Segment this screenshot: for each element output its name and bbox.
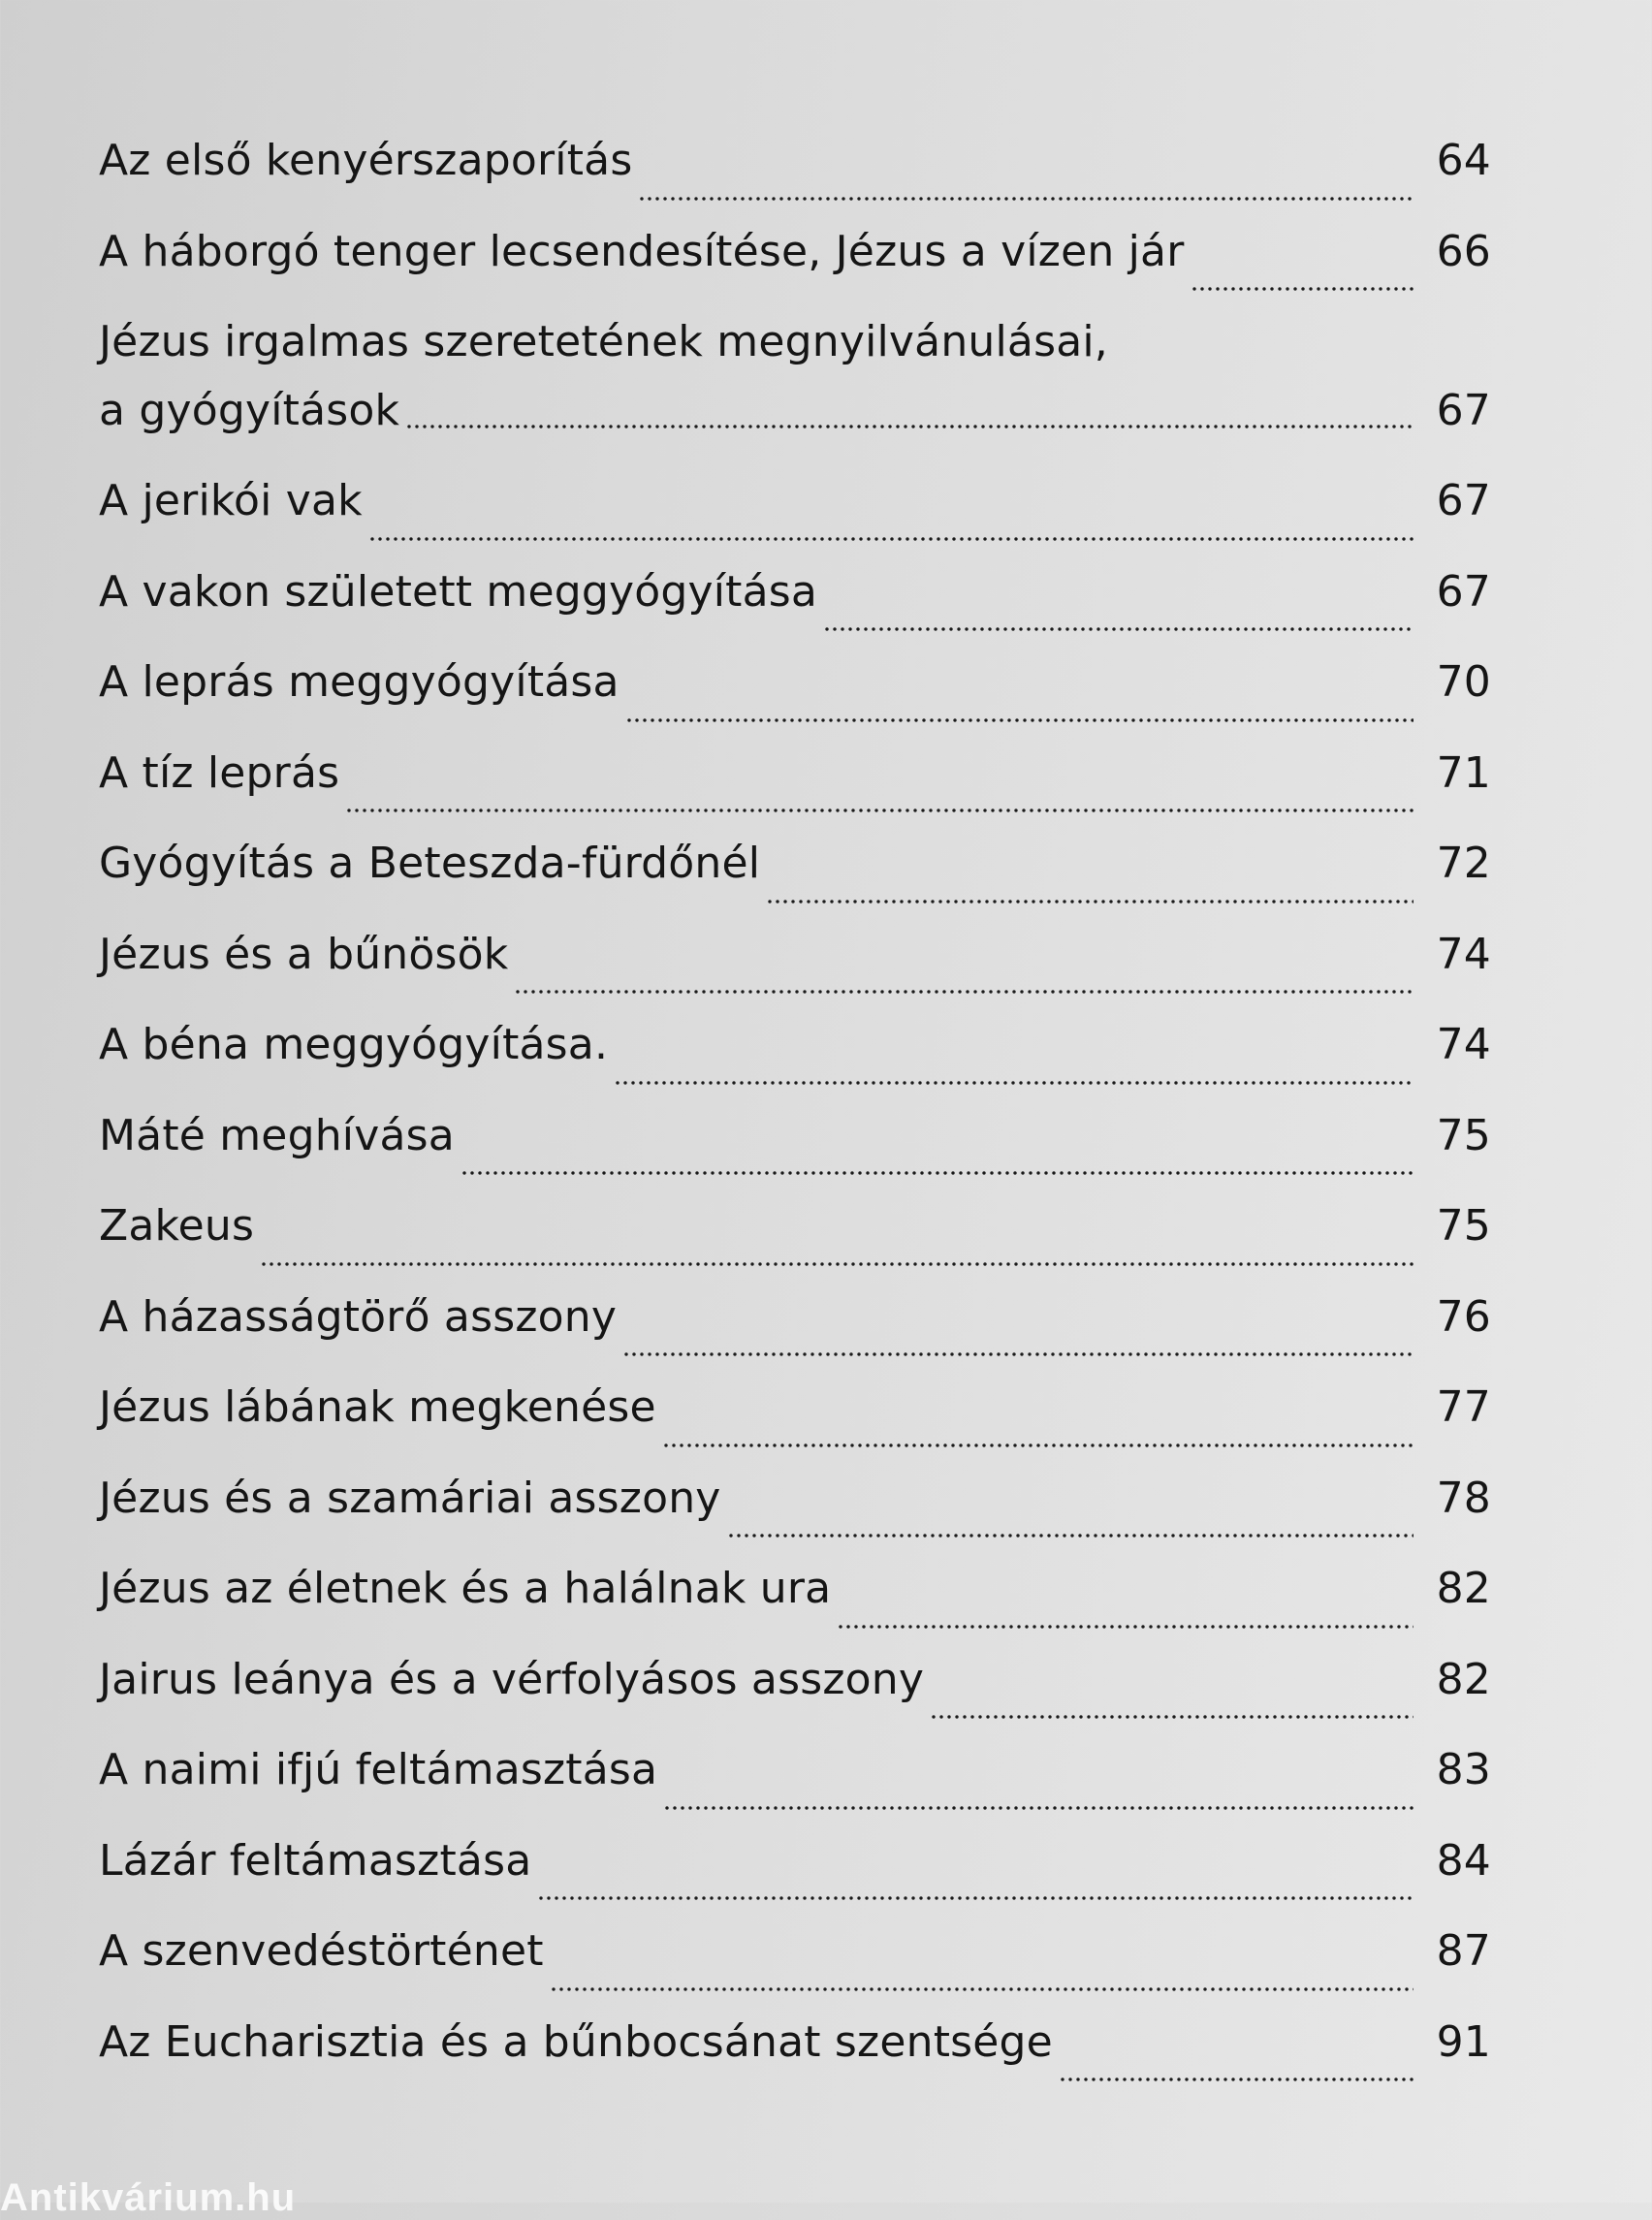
dot-leader	[614, 1080, 1414, 1086]
toc-entry-title: Lázár feltámasztása	[99, 1835, 532, 1886]
toc-entry-title: a gyógyítások	[99, 386, 400, 435]
toc-entry-title: Az első kenyérszaporítás	[99, 136, 633, 185]
toc-entry-title: A szenvedéstörténet	[99, 1926, 544, 1976]
toc-entry-title: Máté meghívása	[99, 1110, 455, 1160]
toc-entry-page: 66	[1436, 226, 1491, 276]
toc-entry	[99, 217, 1495, 308]
dot-leader	[537, 1895, 1414, 1901]
toc-entry-page: 77	[1436, 1382, 1491, 1432]
toc-entry	[99, 1554, 1495, 1645]
toc-entry-title: A jerikói vak	[99, 476, 363, 525]
toc-entry-page: 78	[1436, 1473, 1491, 1523]
dot-leader	[368, 536, 1414, 542]
toc-entry-page: 64	[1436, 136, 1491, 185]
dot-leader	[662, 1443, 1414, 1448]
toc-entry-page: 70	[1436, 657, 1491, 707]
toc-entry	[99, 648, 1495, 739]
toc-entry-title: Gyógyítás a Beteszda-fürdőnél	[99, 839, 761, 888]
toc-entry	[99, 739, 1495, 830]
toc-entry	[99, 466, 1495, 557]
dot-leader	[260, 1261, 1414, 1267]
toc-entry-page: 67	[1436, 386, 1491, 435]
dot-leader	[727, 1533, 1414, 1538]
watermark: Antikvárium.hu	[0, 2176, 297, 2219]
dot-leader	[930, 1714, 1414, 1720]
toc-entry-page: 83	[1436, 1745, 1491, 1794]
dot-leader	[625, 717, 1414, 723]
toc-entry	[99, 1191, 1495, 1283]
table-of-contents	[99, 126, 1495, 2098]
toc-entry	[99, 557, 1495, 649]
toc-entry-title: Zakeus	[99, 1201, 255, 1251]
dot-leader	[405, 424, 1414, 429]
toc-entry	[99, 829, 1495, 920]
toc-entry-page: 75	[1436, 1110, 1491, 1160]
toc-entry-title: Jézus az életnek és a halálnak ura	[99, 1564, 832, 1613]
toc-entry-title: A háborgó tenger lecsendesítése, Jézus a vízen jár	[99, 226, 1185, 276]
toc-entry-page: 74	[1436, 929, 1491, 979]
dot-leader	[823, 626, 1414, 632]
toc-entry	[99, 1283, 1495, 1374]
toc-entry-title: A leprás meggyógyítása	[99, 657, 620, 707]
toc-entry	[99, 920, 1495, 1011]
toc-entry	[99, 1010, 1495, 1101]
toc-entry	[99, 1645, 1495, 1736]
dot-leader	[345, 808, 1414, 813]
dot-leader	[1191, 286, 1414, 292]
toc-entry-title: Jézus lábának megkenése	[99, 1382, 656, 1432]
toc-entry-page: 87	[1436, 1926, 1491, 1976]
dot-leader	[622, 1351, 1414, 1357]
toc-entry-page: 82	[1436, 1654, 1491, 1704]
toc-entry-page: 75	[1436, 1201, 1491, 1251]
toc-entry	[99, 1373, 1495, 1464]
dot-leader	[461, 1170, 1414, 1176]
toc-entry-title: A házasságtörő asszony	[99, 1291, 618, 1342]
toc-entry-page: 82	[1436, 1564, 1491, 1613]
dot-leader	[514, 989, 1414, 995]
toc-entry-page: 76	[1436, 1291, 1491, 1342]
toc-entry	[99, 1917, 1495, 2008]
toc-entry-page: 71	[1436, 747, 1491, 798]
toc-entry-title: A tíz leprás	[99, 747, 340, 798]
toc-entry-title: A vakon született meggyógyítása	[99, 566, 818, 617]
dot-leader	[550, 1986, 1414, 1992]
dot-leader	[1059, 2077, 1414, 2082]
toc-entry	[99, 307, 1495, 466]
toc-entry-page: 91	[1436, 2016, 1491, 2067]
toc-entry	[99, 1735, 1495, 1826]
toc-entry-title: Jézus és a bűnösök	[99, 929, 509, 979]
toc-entry-page: 67	[1436, 566, 1491, 617]
toc-entry-title: Jairus leánya és a vérfolyásos asszony	[99, 1654, 925, 1704]
toc-entry	[99, 2008, 1495, 2099]
toc-entry-page: 67	[1436, 476, 1491, 525]
toc-entry-page: 72	[1436, 839, 1491, 888]
toc-entry	[99, 1101, 1495, 1192]
toc-entry-title: Jézus és a szamáriai asszony	[99, 1473, 721, 1523]
dot-leader	[663, 1805, 1414, 1811]
toc-entry	[99, 1826, 1495, 1918]
toc-entry	[99, 1464, 1495, 1555]
toc-entry-title: A béna meggyógyítása.	[99, 1020, 609, 1069]
toc-entry	[99, 126, 1495, 217]
toc-entry-title-line1: Jézus irgalmas szeretetének megnyilvánulásai,	[99, 317, 1108, 366]
toc-entry-title: A naimi ifjú feltámasztása	[99, 1745, 658, 1794]
dot-leader	[837, 1624, 1414, 1630]
toc-entry-page: 84	[1436, 1835, 1491, 1886]
dot-leader	[766, 899, 1414, 904]
dot-leader	[638, 196, 1414, 202]
toc-entry-page: 74	[1436, 1020, 1491, 1069]
toc-entry-title: Az Eucharisztia és a bűnbocsánat szentsége	[99, 2016, 1053, 2067]
